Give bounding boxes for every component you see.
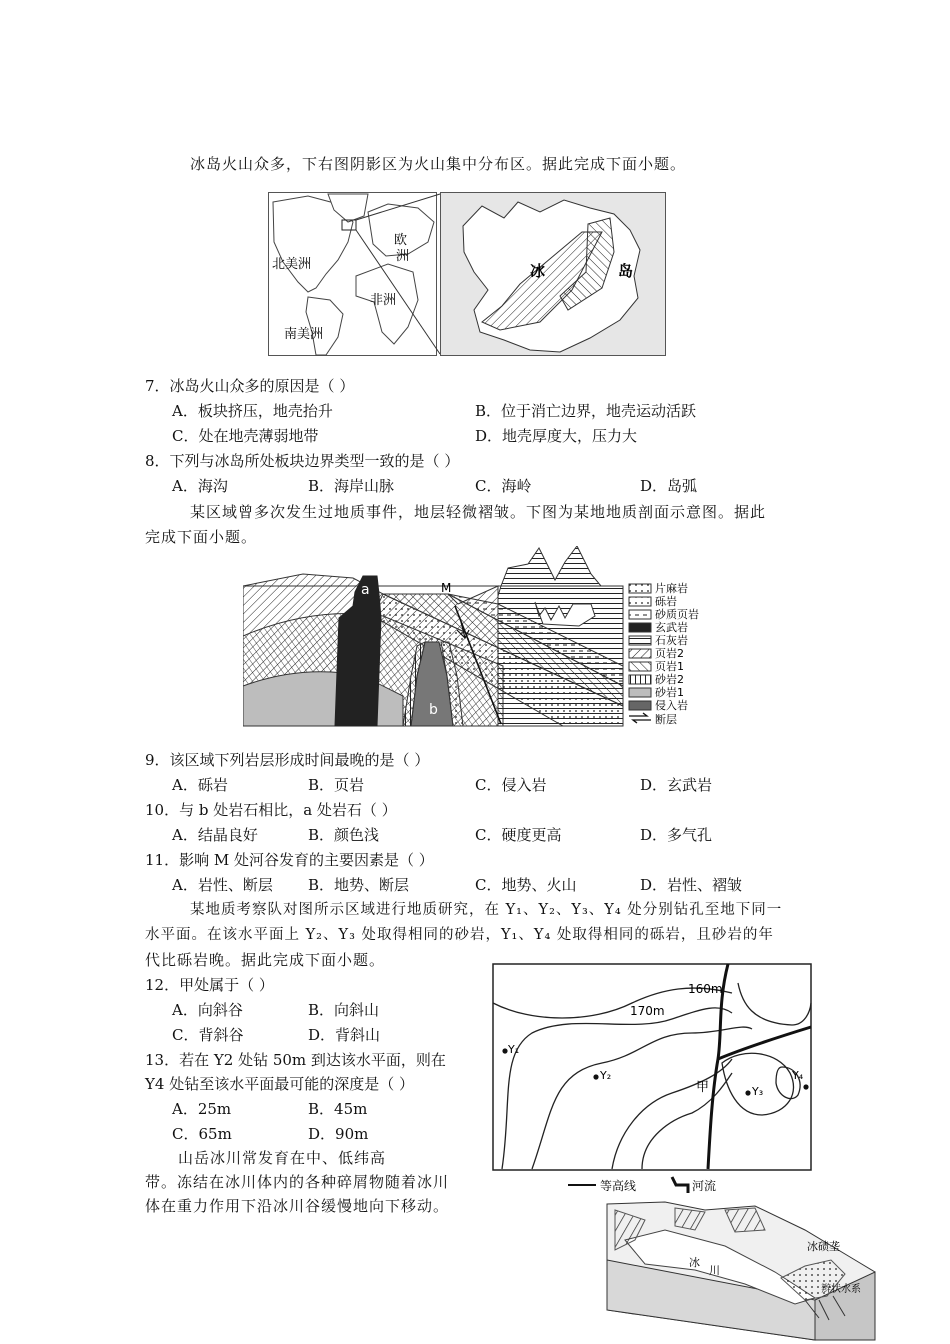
contour-label-170: 170m xyxy=(630,1004,665,1018)
q11-option-c[interactable]: C．地势、火山 xyxy=(475,876,577,894)
label-b: b xyxy=(429,702,438,718)
intro-text-1: 冰岛火山众多，下右图阴影区为火山集中分布区。据此完成下面小题。 xyxy=(190,155,687,173)
intro-text-3-line1: 某地质考察队对图所示区域进行地质研究，在 Y₁、Y₂、Y₃、Y₄ 处分别钻孔至地下同一 xyxy=(190,902,783,918)
legend-basalt: 玄武岩 xyxy=(655,621,688,634)
q13-option-c[interactable]: C．65m xyxy=(172,1125,232,1143)
intro-text-4-line3: 体在重力作用下沿冰川谷缓慢地向下移动。 xyxy=(145,1197,450,1215)
south-america-label: 南美洲 xyxy=(284,327,324,342)
q9-option-c[interactable]: C．侵入岩 xyxy=(475,776,547,794)
label-a: a xyxy=(361,582,370,598)
moraine-label: 冰碛垄 xyxy=(807,1240,840,1253)
contour-label-160: 160m xyxy=(688,982,723,996)
q9-stem: 9．该区域下列岩层形成时间最晚的是（ ） xyxy=(145,751,430,769)
legend-conglomerate: 砾岩 xyxy=(655,595,677,608)
geologic-legend xyxy=(629,581,699,726)
legend-contour-label: 等高线 xyxy=(600,1179,637,1193)
north-america-label: 北美洲 xyxy=(272,257,312,272)
intro-text-4-line2: 带。冻结在冰川体内的各种碎屑物随着冰川 xyxy=(145,1173,450,1191)
legend-limestone: 石灰岩 xyxy=(655,634,688,647)
geologic-cross-section xyxy=(243,546,703,732)
label-m: M xyxy=(441,581,452,595)
q10-stem: 10．与 b 处岩石相比，a 处岩石（ ） xyxy=(145,801,397,819)
legend-shale-1: 页岩1 xyxy=(655,660,684,673)
q13-stem-line1: 13．若在 Y2 处钻 50m 到达该水平面，则在 xyxy=(145,1051,446,1069)
q7-option-b[interactable]: B．位于消亡边界，地壳运动活跃 xyxy=(475,402,697,420)
europe-label-1: 欧 xyxy=(394,233,408,248)
q13-option-d[interactable]: D．90m xyxy=(308,1125,369,1143)
q12-option-c[interactable]: C．背斜谷 xyxy=(172,1026,244,1044)
intro-text-3-line3: 代比砾岩晚。据此完成下面小题。 xyxy=(145,951,386,969)
intro-text-3-line2: 水平面。在该水平面上 Y₂、Y₃ 处取得相同的砂岩，Y₁、Y₄ 处取得相同的砾岩，且砂岩的年 xyxy=(145,927,774,943)
q8-option-b[interactable]: B．海岸山脉 xyxy=(308,477,395,495)
q8-option-d[interactable]: D．岛弧 xyxy=(640,477,698,495)
legend-gneiss: 片麻岩 xyxy=(655,582,688,595)
glacier-label-2: 川 xyxy=(709,1264,720,1277)
legend-fault: 断层 xyxy=(655,713,677,726)
q8-stem: 8．下列与冰岛所处板块边界类型一致的是（ ） xyxy=(145,452,460,470)
africa-label: 非洲 xyxy=(370,293,397,308)
q7-option-d[interactable]: D．地壳厚度大，压力大 xyxy=(475,427,638,445)
legend-intrusive-rock: 侵入岩 xyxy=(655,699,688,712)
q10-option-c[interactable]: C．硬度更高 xyxy=(475,826,562,844)
glacier-label-1: 冰 xyxy=(689,1256,700,1269)
y3-label: Y₃ xyxy=(752,1085,764,1098)
q12-option-d[interactable]: D．背斜山 xyxy=(308,1026,381,1044)
q12-option-b[interactable]: B．向斜山 xyxy=(308,1001,380,1019)
legend-river-label: 河流 xyxy=(692,1179,717,1193)
jia-label: 甲 xyxy=(696,1080,710,1095)
q9-option-d[interactable]: D．玄武岩 xyxy=(640,776,713,794)
q13-option-a[interactable]: A．25m xyxy=(172,1100,232,1118)
q10-option-a[interactable]: A．结晶良好 xyxy=(172,826,258,844)
q13-stem-line2: Y4 处钻至该水平面最可能的深度是（ ） xyxy=(145,1075,414,1093)
q11-stem: 11．影响 M 处河谷发育的主要因素是（ ） xyxy=(145,851,434,869)
q7-option-c[interactable]: C．处在地壳薄弱地带 xyxy=(172,427,319,445)
contour-map xyxy=(492,963,814,1199)
glacier-diagram xyxy=(605,1200,877,1342)
q8-option-a[interactable]: A．海沟 xyxy=(172,477,228,495)
q9-option-a[interactable]: A．砾岩 xyxy=(172,776,228,794)
y1-label: Y₁ xyxy=(508,1043,520,1056)
q12-stem: 12．甲处属于（ ） xyxy=(145,976,274,994)
y4-label: Y₄ xyxy=(792,1069,804,1082)
q10-option-b[interactable]: B．颜色浅 xyxy=(308,826,380,844)
q12-option-a[interactable]: A．向斜谷 xyxy=(172,1001,243,1019)
q10-option-d[interactable]: D．多气孔 xyxy=(640,826,713,844)
iceland-label-2: 岛 xyxy=(618,262,634,280)
legend-shale-2: 页岩2 xyxy=(655,647,684,660)
legend-sandy-shale: 砂质页岩 xyxy=(655,608,699,621)
legend-sandstone-2: 砂岩2 xyxy=(655,673,684,686)
q11-option-b[interactable]: B．地势、断层 xyxy=(308,876,410,894)
q11-option-a[interactable]: A．岩性、断层 xyxy=(172,876,273,894)
europe-label-2: 洲 xyxy=(396,249,410,264)
q11-option-d[interactable]: D．岩性、褶皱 xyxy=(640,876,743,894)
q7-option-a[interactable]: A．板块挤压，地壳抬升 xyxy=(172,402,333,420)
intro-text-2-line2: 完成下面小题。 xyxy=(145,528,258,546)
intro-text-4-line1: 山岳冰川常发育在中、低纬高 xyxy=(178,1149,387,1167)
q8-option-c[interactable]: C．海岭 xyxy=(475,477,532,495)
iceland-label-1: 冰 xyxy=(530,262,546,280)
y2-label: Y₂ xyxy=(600,1069,612,1082)
braided-river-label: 辫状水系 xyxy=(821,1284,861,1295)
legend-sandstone-1: 砂岩1 xyxy=(655,686,684,699)
q7-stem: 7．冰岛火山众多的原因是（ ） xyxy=(145,377,355,395)
q13-option-b[interactable]: B．45m xyxy=(308,1100,368,1118)
intro-text-2-line1: 某区域曾多次发生过地质事件，地层轻微褶皱。下图为某地地质剖面示意图。据此 xyxy=(190,503,767,521)
iceland-location-map xyxy=(268,192,668,358)
q9-option-b[interactable]: B．页岩 xyxy=(308,776,365,794)
